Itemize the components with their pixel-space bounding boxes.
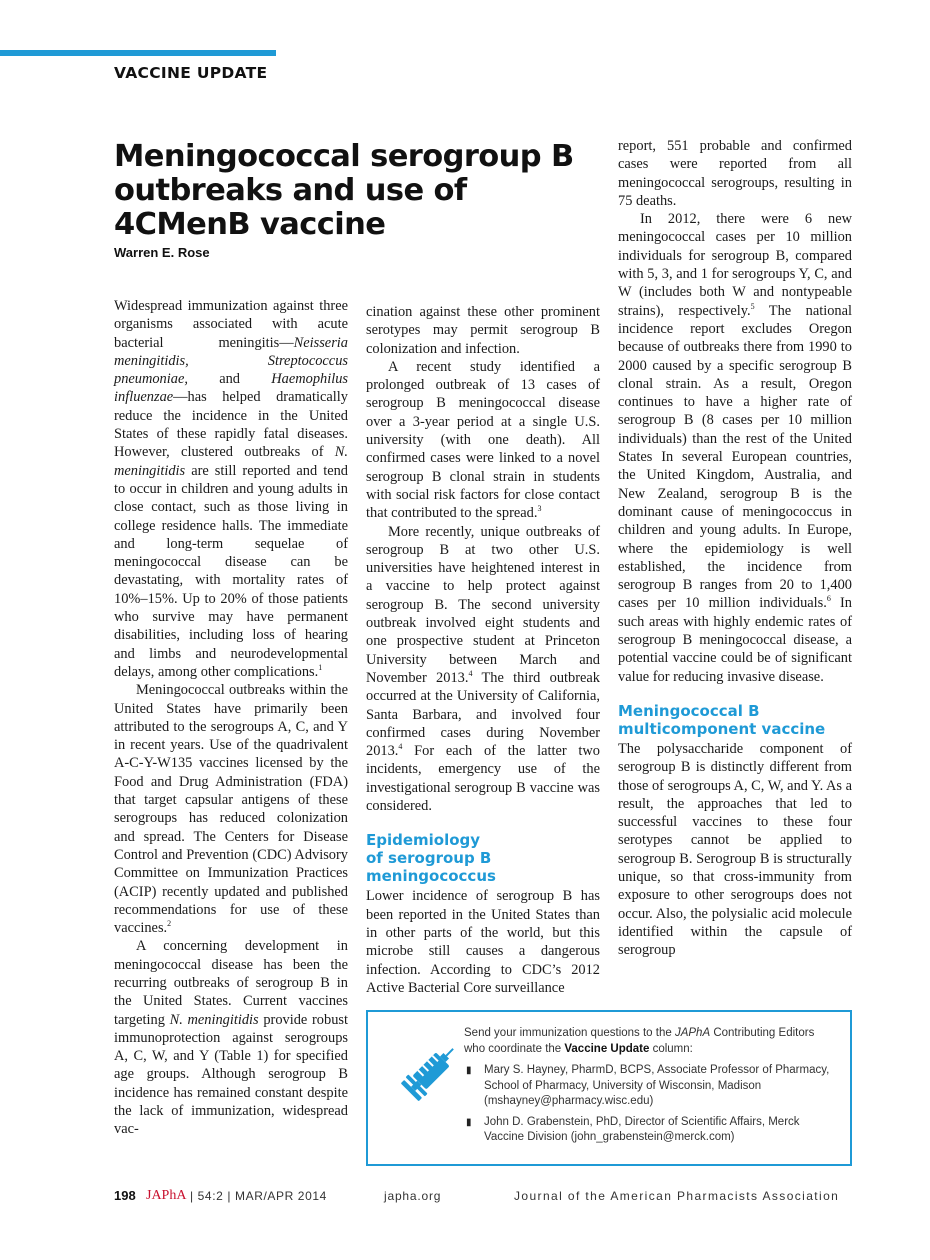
paragraph: In 2012, there were 6 new meningococcal cases per 10 million individuals for serogroup B, compared with 5, 3, and 1 for serogroups Y, C, and W (includes both W and nontypeable strains), respectively.$^5$ The national incidence report excludes Oregon because of outbreaks there from 1990 to 2000 caused by a specific serogroup B clonal strain. As a result, Oregon continues to have a higher rate of serogroup B (8 cases per 10 million individuals) than the rest of the United States In several European countries, the United Kingdom, Australia, and New Zealand, serogroup B is the dominant cause of meningococcus in children and young adults. In Europe, where the epidemiology is well established, the incidence from serogroup B ranges from 20 to 1,400 cases per 10 million individuals.$^6$ In such areas with highly endemic rates of serogroup B meningococcal disease, a potential vaccine could be of significant value for reducing invasive disease.	[618, 211, 852, 685]
column-name: Vaccine Update	[564, 1042, 650, 1055]
journal-name: JAPhA	[674, 1027, 711, 1039]
editor-entry: John D. Grabenstein, PhD, Director of Scientific Affairs, Merck Vaccine Division (john_grabenstein@merck.com)	[484, 1115, 800, 1143]
list-item	[464, 1115, 836, 1146]
intro-text: Contributing Editors who coordinate the	[464, 1027, 815, 1055]
paragraph: Meningococcal outbreaks within the United States have primarily been attributed to the serogroups A, C, and Y in recent years. Use of the quadrivalent A-C-Y-W135 vaccines licensed by the Food and Drug Administration (FDA) that target capsular antigens of these serogroups has reduced colonization and spread. The Centers for Disease Control and Prevention (CDC) Advisory Committee on Immunization Practices (ACIP) recently updated and published recommendations for use of these vaccines.$^2$	[114, 682, 348, 937]
intro-text: Send your immunization questions to the	[464, 1027, 675, 1039]
infobox-intro	[464, 1026, 836, 1057]
paragraph: The polysaccharide component of serogroup B is distinctly different from those of serogroups A, C, W, and Y. As a result, the approaches that led to successful vaccines to these four serotypes cannot be applied to serogroup B. Serogroup B is structurally unique, so that cross-immunity from exposure to other serogroups does not occur. Also, the polysialic acid molecule identified within the capsule of serogroup	[618, 740, 852, 959]
section-heading-epidemiology: Epidemiology of serogroup B meningococcus	[366, 831, 496, 886]
column-2	[366, 303, 600, 997]
contributing-editors-box	[366, 1010, 852, 1166]
paragraph: More recently, unique outbreaks of serogroup B at two other U.S. universities have heightened interest in a vaccine to help protect against serogroup B. The second university outbreak involved eight students and one prospective student at Princeton University between March and November 2013.$^4$ The third outbreak occurred at the University of California, Santa Barbara, and involved four confirmed cases during November 2013.$^4$ For each of the latter two incidents, emergency use of the investigational serogroup B vaccine was considered.	[366, 523, 601, 815]
bullet-icon: ▮	[466, 1116, 472, 1128]
column-1	[114, 297, 348, 1139]
paragraph: A concerning development in meningococcal disease has been the recurring outbreaks of serogroup B in the United States. Current vaccines targeting N. meningitidis provide robust immunoprotection against serogroups A, C, W, and Y (Table 1) for specified age groups. Although serogroup B incidence has remained constant despite the lack of immunization, widespread vac-	[114, 938, 348, 1138]
section-label: VACCINE UPDATE	[114, 64, 268, 82]
header-accent-bar	[0, 50, 276, 56]
website-link[interactable]: japha.org	[384, 1189, 442, 1203]
page-number: 198	[114, 1188, 136, 1203]
paragraph: Lower incidence of serogroup B has been reported in the United States than in other parts of the world, but this microbe still causes a dangerous infection. According to CDC’s 2012 Active Bacterial Core surveillance	[366, 888, 600, 996]
paragraph: A recent study identified a prolonged outbreak of 13 cases of serogroup B meningococcal disease over a 3-year period at a single U.S. university (with one death). All confirmed cases were linked to a novel serogroup B clonal strain in students with social risk factors for close contact that contributed to the spread.$^3$	[366, 358, 600, 522]
column-3	[618, 137, 852, 959]
issue-info: | 54:2 | MAR/APR 2014	[190, 1189, 327, 1203]
section-heading-vaccine: Meningococcal B multicomponent vaccine	[618, 701, 826, 738]
bullet-icon: ▮	[466, 1065, 472, 1076]
infobox-text	[464, 1026, 836, 1151]
list-item	[464, 1063, 836, 1110]
intro-text: column:	[649, 1042, 693, 1055]
author-byline: Warren E. Rose	[114, 245, 210, 260]
page-footer	[0, 1188, 930, 1210]
journal-name-footer: Journal of the American Pharmacists Association	[514, 1189, 840, 1203]
paragraph: report, 551 probable and confirmed cases were reported from all meningococcal serogroups, resulting in 75 deaths.	[618, 138, 852, 209]
syringe-icon	[390, 1034, 468, 1112]
article-title: Meningococcal serogroup B outbreaks and use of 4CMenB vaccine	[114, 139, 574, 242]
editor-entry: Mary S. Hayney, PharmD, BCPS, Associate Professor of Pharmacy, School of Pharmacy, University of Wisconsin, Madison (mshayney@pharmacy.wisc.edu)	[484, 1064, 830, 1107]
editor-list	[464, 1063, 836, 1146]
journal-logo: JAPhA	[146, 1188, 187, 1203]
paragraph: cination against these other prominent serotypes may permit serogroup B colonization and infection.	[366, 304, 600, 357]
paragraph: Widespread immunization against three organisms associated with acute bacterial meningitis—Neisseria meningitidis, Streptococcus pneumoniae, and Haemophilus influenzae—has helped dramatically reduce the incidence in the United States of these rapidly fatal diseases. However, clustered outbreaks of N. meningitidis are still reported and tend to occur in children and young adults in close contact, such as those living in college residence halls. The immediate and long-term sequelae of meningococcal disease can be devastating, with mortality rates of 10%–15%. Up to 20% of those patients who survive may have permanent disabilities, including loss of hearing and limbs and neurodevelopmental delays, among other complications.$^1$	[114, 298, 348, 680]
